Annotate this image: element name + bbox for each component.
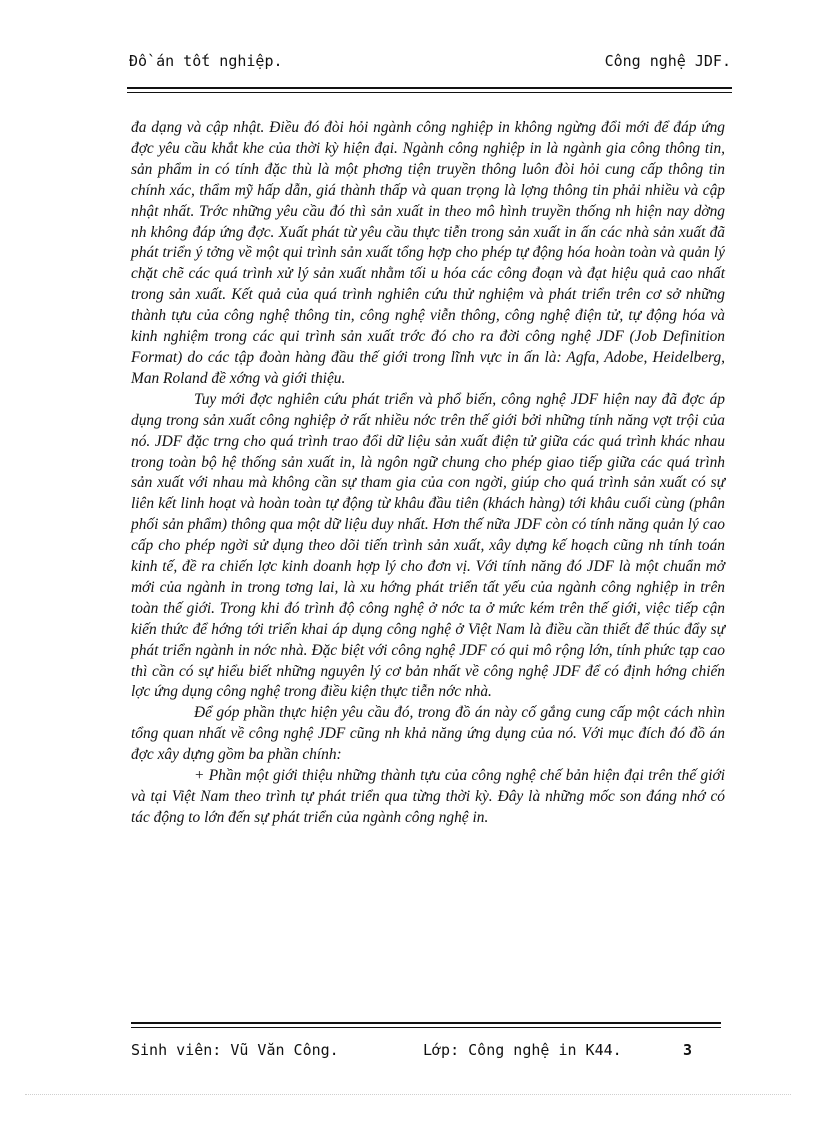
header-document-topic: Công nghệ JDF. xyxy=(604,52,731,70)
body-paragraph: + Phần một giới thiệu những thành tựu của công nghệ chế bản hiện đại trên thế giới và tại Việt Nam theo trình tự phát triển qua từng thời kỳ. Đây là những mốc son đáng nhớ có tác động to lớn đến sự phát triển của ngành công nghệ in. xyxy=(131,767,725,826)
body-paragraph: Để góp phần thực hiện yêu cầu đó, trong đồ án này cố gắng cung cấp một cách nhìn tổng quan nhất về công nghệ JDF cũng nh khả năng ứng dụng của nó. Với mục đích đó đồ án đợc xây dựng gồm ba phần chính: xyxy=(131,704,725,764)
footer-rule-thick xyxy=(131,1022,721,1024)
header-rule-thick xyxy=(127,87,732,89)
header-document-type: Đồ án tốt nghiệp. xyxy=(129,52,283,70)
page-number: 3 xyxy=(683,1041,693,1059)
footer-student-name: Sinh viên: Vũ Văn Công. xyxy=(131,1041,339,1059)
footer-class-name: Lớp: Công nghệ in K44. xyxy=(423,1041,622,1059)
header-rule-thin xyxy=(127,92,732,93)
body-paragraph: đa dạng và cập nhật. Điều đó đòi hỏi ngành công nghiệp in không ngừng đổi mới để đáp ứng đợc yêu cầu khắt khe của thời kỳ hiện đại. Ngành công nghiệp in là ngành gia công thông tin, sản phẩm in có tính đặc thù là một phơng tiện truyền thông luôn đòi hỏi cung cấp thông tin chính xác, thẩm mỹ hấp dẫn, giá thành thấp và quan trọng là lợng thông tin phải nhiều và cập nhật nhất. Trớc những yêu cầu đó thì sản xuất in theo mô hình truyền thống nh hiện nay dờng nh không đáp ứng đợc. Xuất phát từ yêu cầu thực tiễn trong sản xuất in ấn các nhà sản xuất đã phát triển ý tởng về một qui trình sản xuất tổng hợp cho phép tự động hóa hoàn toàn và quản lý chặt chẽ các quá trình xử lý sản xuất nhằm tối u hóa các công đoạn và đạt hiệu quả cao nhất trong sản xuất. Kết quả của quá trình nghiên cứu thử nghiệm và phát triển trên cơ sở những thành tựu của công nghệ thông tin, công nghệ viễn thông, công nghệ điện tử, tự động hóa và kinh nghiệm trong các qui trình sản xuất trớc đó cho ra đời công nghệ JDF (Job Definition Format) do các tập đoàn hàng đầu thế giới trong lĩnh vực in ấn là: Agfa, Adobe, Heidelberg, Man Roland đề xớng và giới thiệu. xyxy=(131,119,725,387)
page-footer xyxy=(131,1041,721,1063)
page-bottom-dotted-line xyxy=(25,1094,791,1095)
body-paragraph: Tuy mới đợc nghiên cứu phát triển và phổ biến, công nghệ JDF hiện nay đã đợc áp dụng trong sản xuất công nghiệp ở rất nhiều nớc trên thế giới bởi những tính năng vợt trội của nó. JDF đặc trng cho quá trình trao đổi dữ liệu sản xuất điện tử giữa các quá trình khác nhau trong toàn bộ hệ thống sản xuất in, là ngôn ngữ chung cho phép giao tiếp giữa các quá trình sản xuất với nhau mà không cần sự tham gia của con ngời, giúp cho quá trình sản xuất có sự liên kết linh hoạt và hoàn toàn tự động từ khâu đầu tiên (khách hàng) tới khâu cuối cùng (phân phối sản phẩm) thông qua một dữ liệu duy nhất. Hơn thế nữa JDF còn có tính năng quản lý cao cấp cho phép ngời sử dụng theo dõi tiến trình sản xuất, xây dựng kế hoạch cũng nh tính toán kinh tế, đề ra chiến lợc kinh doanh hợp lý cho đơn vị. Với tính năng đó JDF là một chuẩn mở mới của ngành in trong tơng lai, là xu hớng phát triển tất yếu của ngành công nghiệp in trên toàn thế giới. Trong khi đó trình độ công nghệ ở nớc ta ở mức kém trên thế giới, việc tiếp cận kiến thức để hớng tới triển khai áp dụng công nghệ ở Việt Nam là điều cần thiết để thúc đẩy sự phát triển ngành in nớc nhà. Đặc biệt với công nghệ JDF có qui mô rộng lớn, tính phức tạp cao thì cần có sự hiểu biết những nguyên lý cơ bản nhất về công nghệ JDF để có định hớng chiến lợc ứng dụng công nghệ trong điều kiện thực tiễn nớc nhà. xyxy=(131,390,725,701)
document-body xyxy=(131,118,725,829)
page-header xyxy=(129,52,731,74)
footer-rule-thin xyxy=(131,1027,721,1028)
